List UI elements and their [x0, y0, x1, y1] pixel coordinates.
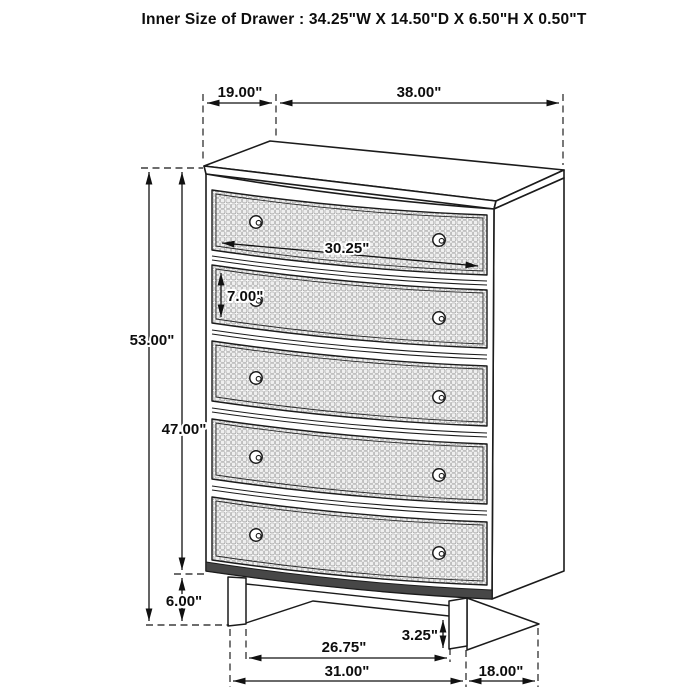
chest-illustration: [204, 141, 564, 650]
knob-detail: [256, 455, 261, 460]
chest-front: [206, 174, 494, 599]
dim-top-width: [280, 84, 559, 103]
knob-detail: [439, 316, 444, 321]
base-right-runner: [467, 598, 539, 650]
knob-detail: [439, 551, 444, 556]
dimension-label: 30.25": [324, 240, 370, 257]
dim-case-height: [162, 172, 207, 570]
dim-plinth-height: [402, 620, 443, 648]
base-left-leg: [228, 577, 246, 626]
chest-side-panel: [492, 178, 564, 599]
dim-base-depth: [469, 663, 535, 681]
dimension-label: 53.00": [129, 332, 175, 349]
dim-overall-height: [130, 172, 175, 621]
knob-detail: [439, 473, 444, 478]
dimension-label: 3.25": [401, 627, 438, 644]
knob-detail: [256, 220, 261, 225]
knob-detail: [256, 376, 261, 381]
dimension-label: 19.00": [217, 84, 263, 101]
dimension-label: 47.00": [161, 421, 207, 438]
knob-detail: [439, 238, 444, 243]
dimension-label: 38.00": [396, 84, 442, 101]
knob-detail: [256, 533, 261, 538]
dimension-label: 7.00": [227, 288, 264, 305]
dim-top-depth: [207, 84, 272, 103]
dimension-label: 6.00": [165, 593, 203, 610]
knob-detail: [439, 395, 444, 400]
dim-base-outer-width: [233, 663, 463, 681]
base-angled-stretcher: [246, 601, 449, 623]
dimension-label: 26.75": [321, 639, 367, 656]
dimension-label: 18.00": [478, 663, 524, 680]
dim-leg-clearance: [166, 578, 202, 621]
base-right-leg: [449, 598, 467, 649]
dimension-label: 31.00": [324, 663, 370, 680]
diagram-title: Inner Size of Drawer : 34.25"W X 14.50"D X 6.50"H X 0.50"T: [141, 11, 587, 28]
